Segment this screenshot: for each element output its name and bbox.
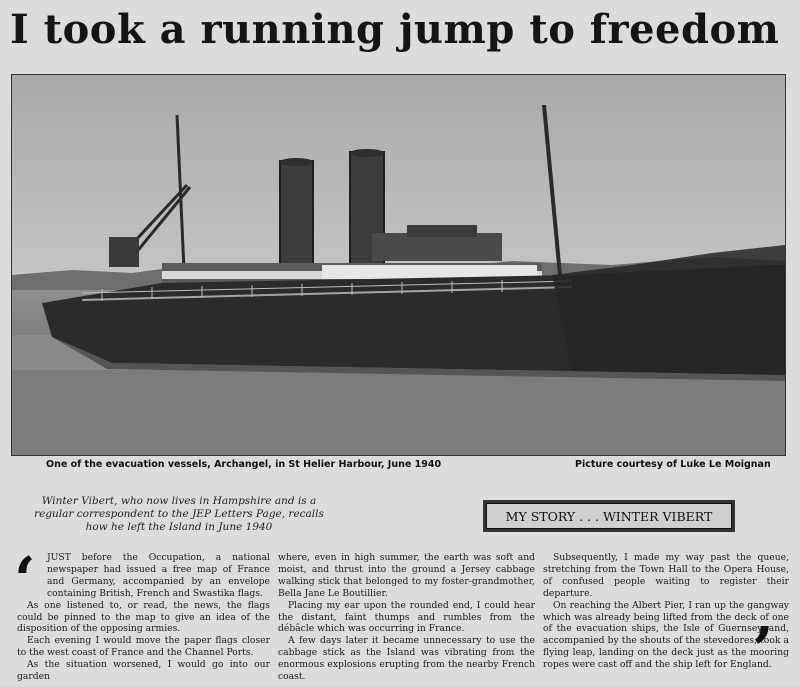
paragraph: As the situation worsened, I would go into our garden — [17, 659, 270, 683]
headline: I took a running jump to freedom — [10, 6, 780, 53]
section-banner — [483, 500, 735, 532]
ship-photo — [11, 74, 786, 456]
article-column-1 — [17, 552, 270, 683]
photo-credit: Picture courtesy of Luke Le Moignan — [575, 459, 771, 470]
paragraph: Each evening I would move the paper flags closer to the west coast of France and the Channel Ports. — [17, 635, 270, 659]
article-column-2 — [278, 552, 535, 683]
photo-caption: One of the evacuation vessels, Archangel, in St Helier Harbour, June 1940 — [46, 459, 442, 470]
paragraph: As one listened to, or read, the news, the flags could be pinned to the map to give an idea of the disposition of the opposing armies. — [17, 599, 270, 635]
open-quote-mark: ‘ — [14, 543, 36, 616]
paragraph: where, even in high summer, the earth was soft and moist, and thrust into the ground a Jersey cabbage walking stick that belonged to my foster-grandmother, Bella Jane Le Boutillier. — [278, 552, 535, 599]
close-quote-mark: ’ — [752, 613, 774, 686]
paragraph: On reaching the Albert Pier, I ran up the gangway which was already being lifted from the deck of one of the evacuation ships, the Isle of Guernsey, and, accompanied by the shouts of the stevedores, took a flying leap, landing on the deck just as the mooring ropes were cast off and the ship left for England. — [543, 599, 789, 671]
intro-blurb: Winter Vibert, who now lives in Hampshire and is a regular correspondent to the JEP Letters Page, recalls how he left the Island in June 1940 — [34, 495, 324, 533]
paragraph: Subsequently, I made my way past the queue, stretching from the Town Hall to the Opera House, of confused people waiting to register their departure. — [543, 552, 789, 599]
paragraph: Placing my ear upon the rounded end, I could hear the distant, faint thumps and rumbles from the débâcle which was occurring in France. — [278, 599, 535, 635]
banner-label: MY STORY . . . WINTER VIBERT — [486, 503, 732, 529]
paragraph: A few days later it became unnecessary to use the cabbage stick as the Island was vibrating from the enormous explosions erupting from the nearby French coast. — [278, 635, 535, 683]
paragraph: JUST before the Occupation, a national newspaper had issued a free map of France and Germany, accompanied by an envelope containing British, French and Swastika flags. — [47, 552, 270, 599]
